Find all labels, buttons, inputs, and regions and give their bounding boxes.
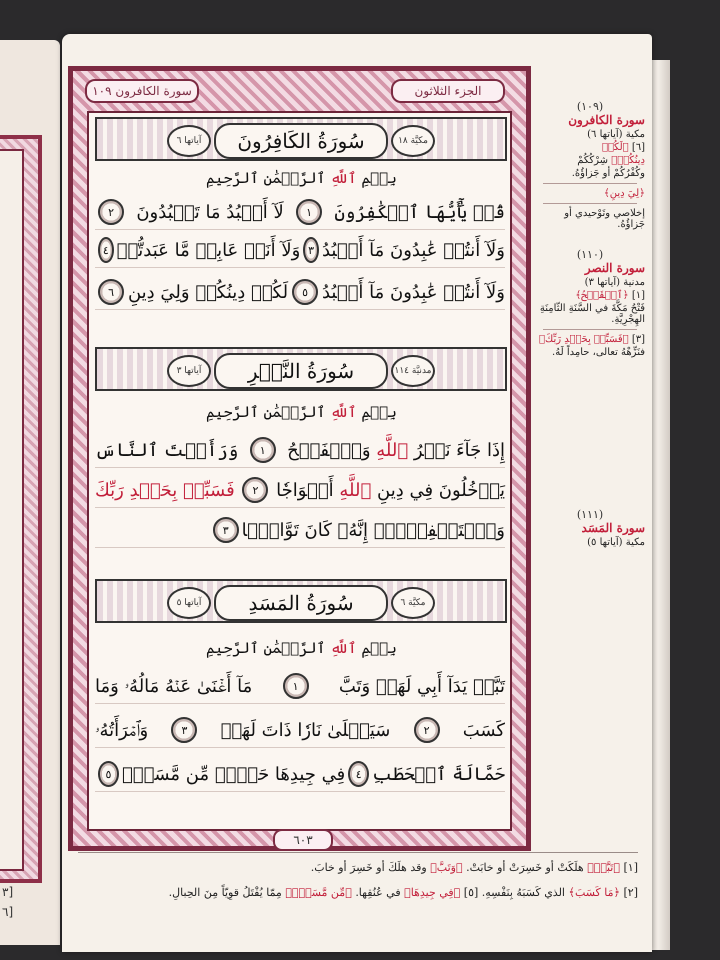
footnote-line [78, 861, 638, 874]
surah-header-kafirun [95, 117, 507, 161]
margin-note: وكُفْرُكُمْ أو جَزاؤُهُ. [571, 168, 645, 179]
ayah-word: إِذَا جَآءَ نَصۡرُ [413, 439, 505, 461]
text-block [87, 111, 512, 831]
surah-header-masad [95, 579, 507, 623]
ayah-text: لَآ أَعۡبُدُ مَا تَعۡبُدُونَ [136, 201, 284, 223]
note-ref: [٦] [631, 142, 645, 153]
verse-number-marker: ٢ [242, 477, 268, 503]
ayah-line [95, 195, 505, 230]
margin-note: إخلاصي وتَوْحيدي أو جَزاؤُهُ. [564, 208, 645, 230]
basmala [89, 639, 514, 657]
footnote-word: ﴿فِي جِيدِهَا﴾ [404, 886, 461, 899]
page-edges [650, 60, 670, 950]
note-word: ﴿فَسَبِّحۡ بِحَمۡدِ رَبِّكَ﴾ [539, 334, 629, 345]
surah-running-header: سورة الكافرون ١٠٩ [85, 79, 199, 103]
left-page-inner [0, 149, 24, 871]
ayah-line [95, 757, 505, 792]
basmala-word: بِسۡمِ [361, 639, 397, 657]
verse-number-marker: ٣ [213, 517, 239, 543]
ayah-count-medal: آياتها ٦ [167, 125, 211, 157]
margin-surah-name: سورة المَسَد [581, 521, 645, 535]
ayah-count-medal: آياتها ٥ [167, 587, 211, 619]
surah-number: (١٠٩) [576, 100, 604, 113]
margin-note-word: ﴿لِيَ دِينِ﴾ [603, 188, 645, 199]
surah-number: (١١٠) [576, 248, 604, 261]
ayah-word: أَفۡوَاجٗا [276, 479, 334, 501]
basmala-word: ٱلرَّحۡمَٰنِ ٱلرَّحِيمِ [206, 639, 326, 657]
ayah-text [276, 480, 505, 501]
ayah-text: وَرَأَيۡتَ ٱلنَّاسَ [95, 439, 239, 461]
footnote-word: ﴿مَا كَسَبَ﴾ [568, 886, 620, 899]
ayah-line [95, 713, 505, 748]
basmala [89, 169, 514, 187]
ayah-line [95, 233, 505, 268]
ayah-text: فَسَبِّحۡ بِحَمۡدِ رَبِّكَ [95, 479, 235, 501]
ayah-word: يَدۡخُلُونَ فِي دِينِ [377, 479, 505, 501]
footnote-word: ﴿وَتَبَّ﴾ [430, 861, 463, 874]
left-page-border [0, 135, 42, 883]
surah-header-nasr [95, 347, 507, 391]
margin-note: فنَزِّهْهُ تعالى، حامِداً لَهُ. [552, 347, 645, 358]
ornamental-frame [68, 66, 531, 851]
verse-number-marker: ٤ [348, 761, 369, 787]
page-number: ٦٠٣ [273, 829, 333, 851]
ayah-text: سَيَصۡلَىٰ نَارٗا ذَاتَ لَهَبٖ [220, 719, 391, 741]
margin-note [535, 334, 645, 345]
verse-number-marker: ٥ [292, 279, 318, 305]
basmala-word: بِسۡمِ [361, 403, 397, 421]
ayah-allah: ٱللَّهِ [339, 479, 372, 501]
basmala-word: بِسۡمِ [361, 169, 397, 187]
note-ref: [٣] [631, 334, 645, 345]
verse-number-marker: ٣ [303, 237, 319, 263]
footnote-ref: [٢] [623, 886, 638, 899]
ayah-text: فِي جِيدِهَا حَبۡلٞ مِّن مَّسَدِۭ [121, 763, 346, 785]
footnote-text: وقد هلَكَ أو خَسِرَ أو خابَ. [310, 861, 427, 874]
basmala-word: ٱلرَّحۡمَٰنِ ٱلرَّحِيمِ [206, 169, 326, 187]
ayah-text: لَكُمۡ دِينُكُمۡ وَلِيَ دِينِ [127, 281, 289, 303]
verse-number-marker: ٦ [98, 279, 124, 305]
surah-number: (١١١) [576, 508, 604, 521]
ayah-line [95, 433, 505, 468]
ayah-count-medal: آياتها ٣ [167, 355, 211, 387]
margin-note [535, 155, 645, 166]
verse-number-marker: ٣ [171, 717, 197, 743]
ayah-text: مَآ أَغۡنَىٰ عَنۡهُ مَالُهُۥ وَمَا [95, 675, 253, 697]
left-page-footnote-2: [٦ [2, 905, 14, 919]
footnote-word: ﴿تَبَّتۡ﴾ [587, 861, 620, 874]
margin-note: فَتْحُ مَكَّةَ في السَّنَةِ الثّامِنَةِ الهِجْرِيَّةِ. [539, 303, 645, 325]
margin-commentary [535, 100, 645, 550]
basmala-allah: ٱللَّهِ [330, 169, 357, 187]
ayah-text: كَسَبَ [462, 719, 505, 741]
footnote-word: ﴿مِّن مَّسَدِۭ﴾ [285, 886, 352, 899]
ayah-text: وَٱسۡتَغۡفِرۡهُۚ إِنَّهُۥ كَانَ تَوَّابَۢا [241, 519, 505, 541]
ayah-text: وَٱمۡرَأَتُهُۥ [95, 719, 149, 741]
ayah-text: قُلۡ يَٰٓأَيُّهَا ٱلۡكَٰفِرُونَ [334, 201, 505, 223]
ayah-text: وَلَآ أَنَا۠ عَابِدٞ مَّا عَبَدتُّمۡ [116, 239, 301, 261]
note-word: ﴿ٱلۡفَتۡحُ﴾ [575, 290, 629, 301]
surah-type-medal: مكيَّة ٦ [391, 587, 435, 619]
footnote-line [78, 886, 638, 899]
verse-number-marker: ٢ [98, 199, 124, 225]
margin-note [535, 290, 645, 301]
note-text: شِرْكُكُمْ [577, 155, 609, 166]
footnote-ref: [١] [623, 861, 638, 874]
margin-surah-type: مكية (آياتها ٥) [587, 537, 645, 548]
footnote-text: الذي كَسَبَهُ بِنَفْسِهِ. [٥] [463, 886, 565, 899]
surah-type-medal: مكيَّة ١٨ [391, 125, 435, 157]
ayah-allah: ٱللَّهِ [376, 439, 409, 461]
divider [543, 329, 637, 330]
verse-number-marker: ١ [296, 199, 322, 225]
basmala-word: ٱلرَّحۡمَٰنِ ٱلرَّحِيمِ [206, 403, 326, 421]
margin-surah-type: مكية (آياتها ٦) [587, 129, 645, 140]
divider [543, 183, 637, 184]
ayah-line [95, 513, 505, 548]
note-word: دِينُكُمۡ﴾ [611, 155, 645, 166]
surah-title: سُورَةُ المَسَدِ [214, 585, 388, 621]
note-word: ﴿لَكُمۡ [602, 142, 629, 153]
verse-number-marker: ١ [283, 673, 309, 699]
left-page-footnote-1: [٣ [2, 885, 14, 899]
verse-number-marker: ٤ [98, 237, 114, 263]
margin-surah-type: مدنية (آياتها ٣) [584, 277, 645, 288]
ayah-text [287, 440, 505, 461]
note-ref: [١] [631, 290, 645, 301]
ayah-word: وَٱلۡفَتۡحُ [287, 439, 371, 461]
left-facing-page [0, 40, 60, 945]
basmala [89, 403, 514, 421]
ayah-text: حَمَّالَةَ ٱلۡحَطَبِ [372, 763, 505, 785]
verse-number-marker: ١ [250, 437, 276, 463]
footnotes [78, 852, 638, 911]
ayah-text: وَلَآ أَنتُمۡ عَٰبِدُونَ مَآ أَعۡبُدُ [321, 239, 505, 261]
ayah-line [95, 669, 505, 704]
margin-surah-name: سورة النصر [584, 261, 645, 275]
juz-running-header: الجزء الثلاثون [391, 79, 505, 103]
ayah-text: تَبَّتۡ يَدَآ أَبِي لَهَبٖ وَتَبَّ [338, 675, 505, 697]
verse-number-marker: ٥ [98, 761, 119, 787]
basmala-allah: ٱللَّهِ [330, 639, 357, 657]
margin-note [535, 142, 645, 153]
divider [543, 203, 637, 204]
surah-title: سُورَةُ الكَافِرُونَ [214, 123, 388, 159]
surah-title: سُورَةُ النَّصۡرِ [214, 353, 388, 389]
footnote-text: هلَكَتْ أو خَسِرَتْ أو خابَتْ. [466, 861, 584, 874]
surah-type-medal: مدنيَّة ١١٤ [391, 355, 435, 387]
basmala-allah: ٱللَّهِ [330, 403, 357, 421]
verse-number-marker: ٢ [414, 717, 440, 743]
ayah-line [95, 473, 505, 508]
footnote-text: مِمّا يُفْتَلُ قوِيّاً مِنَ الحِبالِ. [168, 886, 282, 899]
ayah-line [95, 275, 505, 310]
footnote-text: في عُنُقِها. [355, 886, 401, 899]
margin-surah-name: سورة الكافرون [568, 113, 645, 127]
ayah-text: وَلَآ أَنتُمۡ عَٰبِدُونَ مَآ أَعۡبُدُ [321, 281, 505, 303]
